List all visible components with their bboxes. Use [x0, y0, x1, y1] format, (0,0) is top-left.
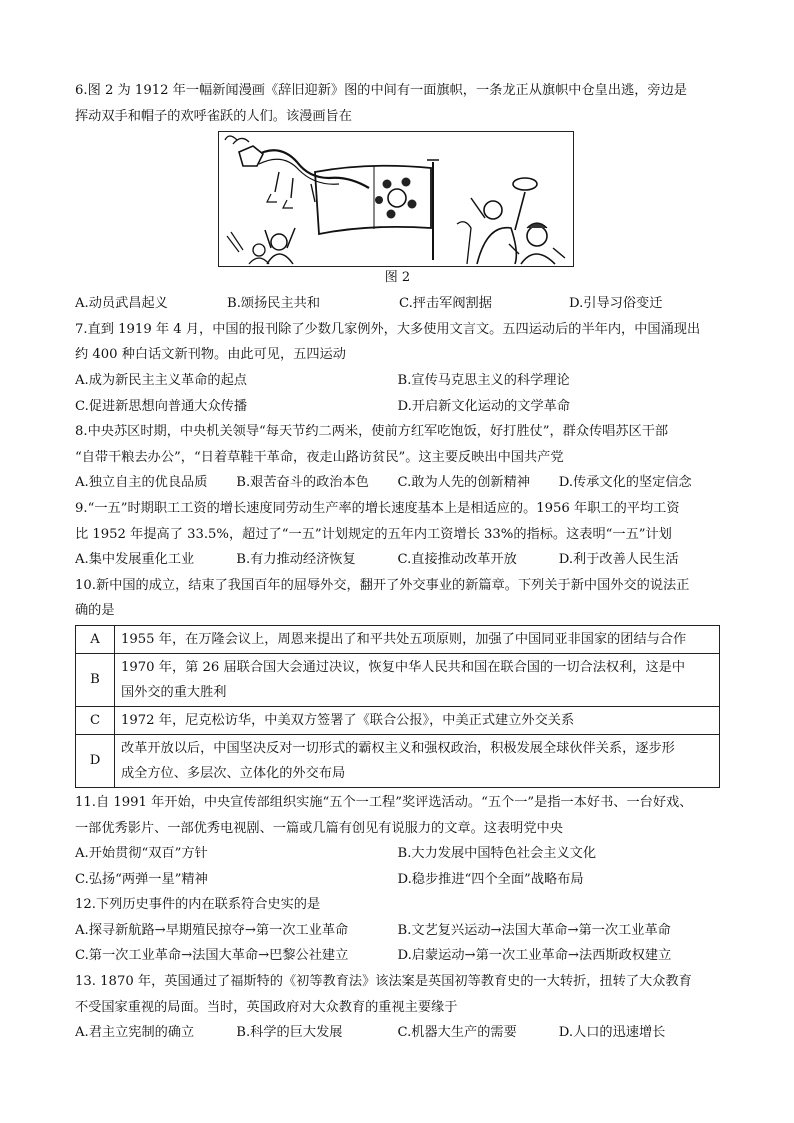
option-d[interactable]: D.引导习俗变迁	[569, 296, 663, 312]
question-6	[75, 78, 720, 317]
option-line: 国外交的重大胜利	[121, 684, 227, 700]
option-text	[115, 653, 720, 706]
figure-2	[75, 129, 720, 291]
option-key: B	[76, 653, 115, 706]
option-b[interactable]: B.颂扬民主共和	[227, 296, 321, 312]
question-stem: 比 1952 年提高了 33.5%，超过了“一五”计划规定的五年内工资增长 33%的指标。这表明“一五”计划	[75, 526, 672, 542]
answer-options	[75, 394, 720, 420]
option-b[interactable]: B.有力推动经济恢复	[236, 552, 356, 568]
option-c[interactable]: C.直接推动改革开放	[397, 552, 517, 568]
question-stem: 8.中央苏区时期，中央机关领导“每天节约二两米，使前方红军吃饱饭，好打胜仗”，群众传唱苏区干部	[75, 424, 669, 440]
question-13	[75, 969, 720, 1046]
option-d[interactable]: D.利于改善人民生活	[558, 552, 679, 568]
option-c[interactable]: C.机器大生产的需要	[397, 1025, 517, 1041]
cartoon-image	[218, 131, 574, 267]
figure-caption: 图 2	[384, 270, 411, 286]
option-b[interactable]: B.科学的巨大发展	[236, 1025, 343, 1041]
option-a[interactable]: A.集中发展重化工业	[75, 552, 195, 568]
option-c[interactable]: C.促进新思想向普通大众传播	[75, 398, 248, 414]
option-key: D	[76, 734, 115, 787]
table-row[interactable]	[76, 706, 720, 734]
option-d[interactable]: D.开启新文化运动的文学革命	[397, 398, 571, 414]
option-key: C	[76, 706, 115, 734]
option-line: 改革开放以后，中国坚决反对一切形式的霸权主义和强权政治，积极发展全球伙伴关系，逐步形	[121, 740, 675, 756]
question-stem: 10.新中国的成立，结束了我国百年的屈辱外交，翻开了外交事业的新篇章。下列关于新中国外交的说法正	[75, 577, 690, 593]
option-c[interactable]: C.第一次工业革命→法国大革命→巴黎公社建立	[75, 948, 349, 964]
cartoon-drawing	[219, 132, 572, 265]
answer-options	[75, 547, 720, 573]
question-stem: 挥动双手和帽子的欢呼雀跃的人们。该漫画旨在	[75, 108, 352, 124]
option-d[interactable]: D.启蒙运动→第一次工业革命→法西斯政权建立	[397, 948, 672, 964]
question-stem: 约 400 种白话文新刊物。由此可见，五四运动	[75, 347, 346, 363]
answer-options	[75, 368, 720, 394]
option-text	[115, 734, 720, 787]
question-9	[75, 496, 720, 573]
option-a[interactable]: A.独立自主的优良品质	[75, 475, 208, 491]
answer-options	[75, 943, 720, 969]
option-a[interactable]: A.动员武昌起义	[75, 296, 168, 312]
option-a[interactable]: A.探寻新航路→早期殖民掠夺→第一次工业革命	[75, 922, 349, 938]
question-stem: 6.图 2 为 1912 年一幅新闻漫画《辞旧迎新》图的中间有一面旗帜，一条龙正从旗帜中仓皇出逃，旁边是	[75, 83, 687, 98]
option-line: 1970 年，第 26 届联合国大会通过决议，恢复中华人民共和国在联合国的一切合法权利，这是中	[121, 659, 686, 675]
option-a[interactable]: A.开始贯彻“双百”方针	[75, 846, 208, 862]
option-line: 1972 年，尼克松访华，中美双方签署了《联合公报》，中美正式建立外交关系	[121, 712, 575, 728]
option-d[interactable]: D.传承文化的坚定信念	[558, 475, 692, 491]
table-row[interactable]	[76, 734, 720, 787]
table-row[interactable]	[76, 653, 720, 706]
question-stem: 不受国家重视的局面。当时，英国政府对大众教育的重视主要缘于	[75, 999, 458, 1015]
question-stem: 9.“一五”时期职工工资的增长速度同劳动生产率的增长速度基本上是相适应的。1956 年职工的平均工资	[75, 500, 680, 516]
answer-options	[75, 1020, 720, 1046]
question-11	[75, 790, 720, 892]
option-d[interactable]: D.人口的迅速增长	[558, 1025, 666, 1041]
option-line: 1955 年，在万隆会议上，周恩来提出了和平共处五项原则，加强了中国同亚非国家的团结与合作	[121, 631, 687, 647]
option-a[interactable]: A.君主立宪制的确立	[75, 1025, 195, 1041]
option-line: 成全方位、多层次、立体化的外交布局	[121, 765, 346, 781]
option-text	[115, 706, 720, 734]
answer-options	[75, 841, 720, 867]
question-stem: 11.自 1991 年开始，中央宣传部组织实施“五个一工程”奖评选活动。“五个一”是指一本好书、一台好戏、	[75, 794, 693, 810]
question-stem: 7.直到 1919 年 4 月，中国的报刊除了少数几家例外，大多使用文言文。五四运动后的半年内，中国涌现出	[75, 321, 701, 337]
option-b[interactable]: B.大力发展中国特色社会主义文化	[397, 846, 597, 862]
question-10	[75, 573, 720, 788]
question-stem: “自带干粮去办公”，“日着草鞋干革命，夜走山路访贫民”。这主要反映出中国共产党	[75, 449, 564, 465]
question-stem: 确的是	[75, 603, 115, 619]
option-b[interactable]: B.艰苦奋斗的政治本色	[236, 475, 369, 491]
answer-options	[75, 867, 720, 893]
question-stem: 一部优秀影片、一部优秀电视剧、一篇或几篇有创见有说服力的文章。这表明党中央	[75, 820, 563, 836]
option-c[interactable]: C.弘扬“两弹一星”精神	[75, 871, 208, 887]
question-12	[75, 892, 720, 969]
option-b[interactable]: B.文艺复兴运动→法国大革命→第一次工业革命	[397, 922, 671, 938]
answer-options	[75, 291, 720, 317]
table-row[interactable]	[76, 625, 720, 653]
option-b[interactable]: B.宣传马克思主义的科学理论	[397, 372, 570, 388]
option-c[interactable]: C.敢为人先的创新精神	[397, 475, 530, 491]
answer-options	[75, 918, 720, 944]
question-8	[75, 419, 720, 496]
option-c[interactable]: C.抨击军阀割据	[399, 296, 492, 312]
question-7	[75, 317, 720, 419]
option-text	[115, 625, 720, 653]
option-a[interactable]: A.成为新民主主义革命的起点	[75, 372, 247, 388]
options-table	[75, 625, 720, 788]
exam-page	[75, 78, 720, 1046]
question-stem: 13. 1870 年，英国通过了福斯特的《初等教育法》该法案是英国初等教育史的一大转折，扭转了大众教育	[75, 974, 692, 990]
question-stem: 12.下列历史事件的内在联系符合史实的是	[75, 897, 321, 913]
answer-options	[75, 470, 720, 496]
option-key: A	[76, 625, 115, 653]
option-d[interactable]: D.稳步推进“四个全面”战略布局	[397, 871, 584, 887]
